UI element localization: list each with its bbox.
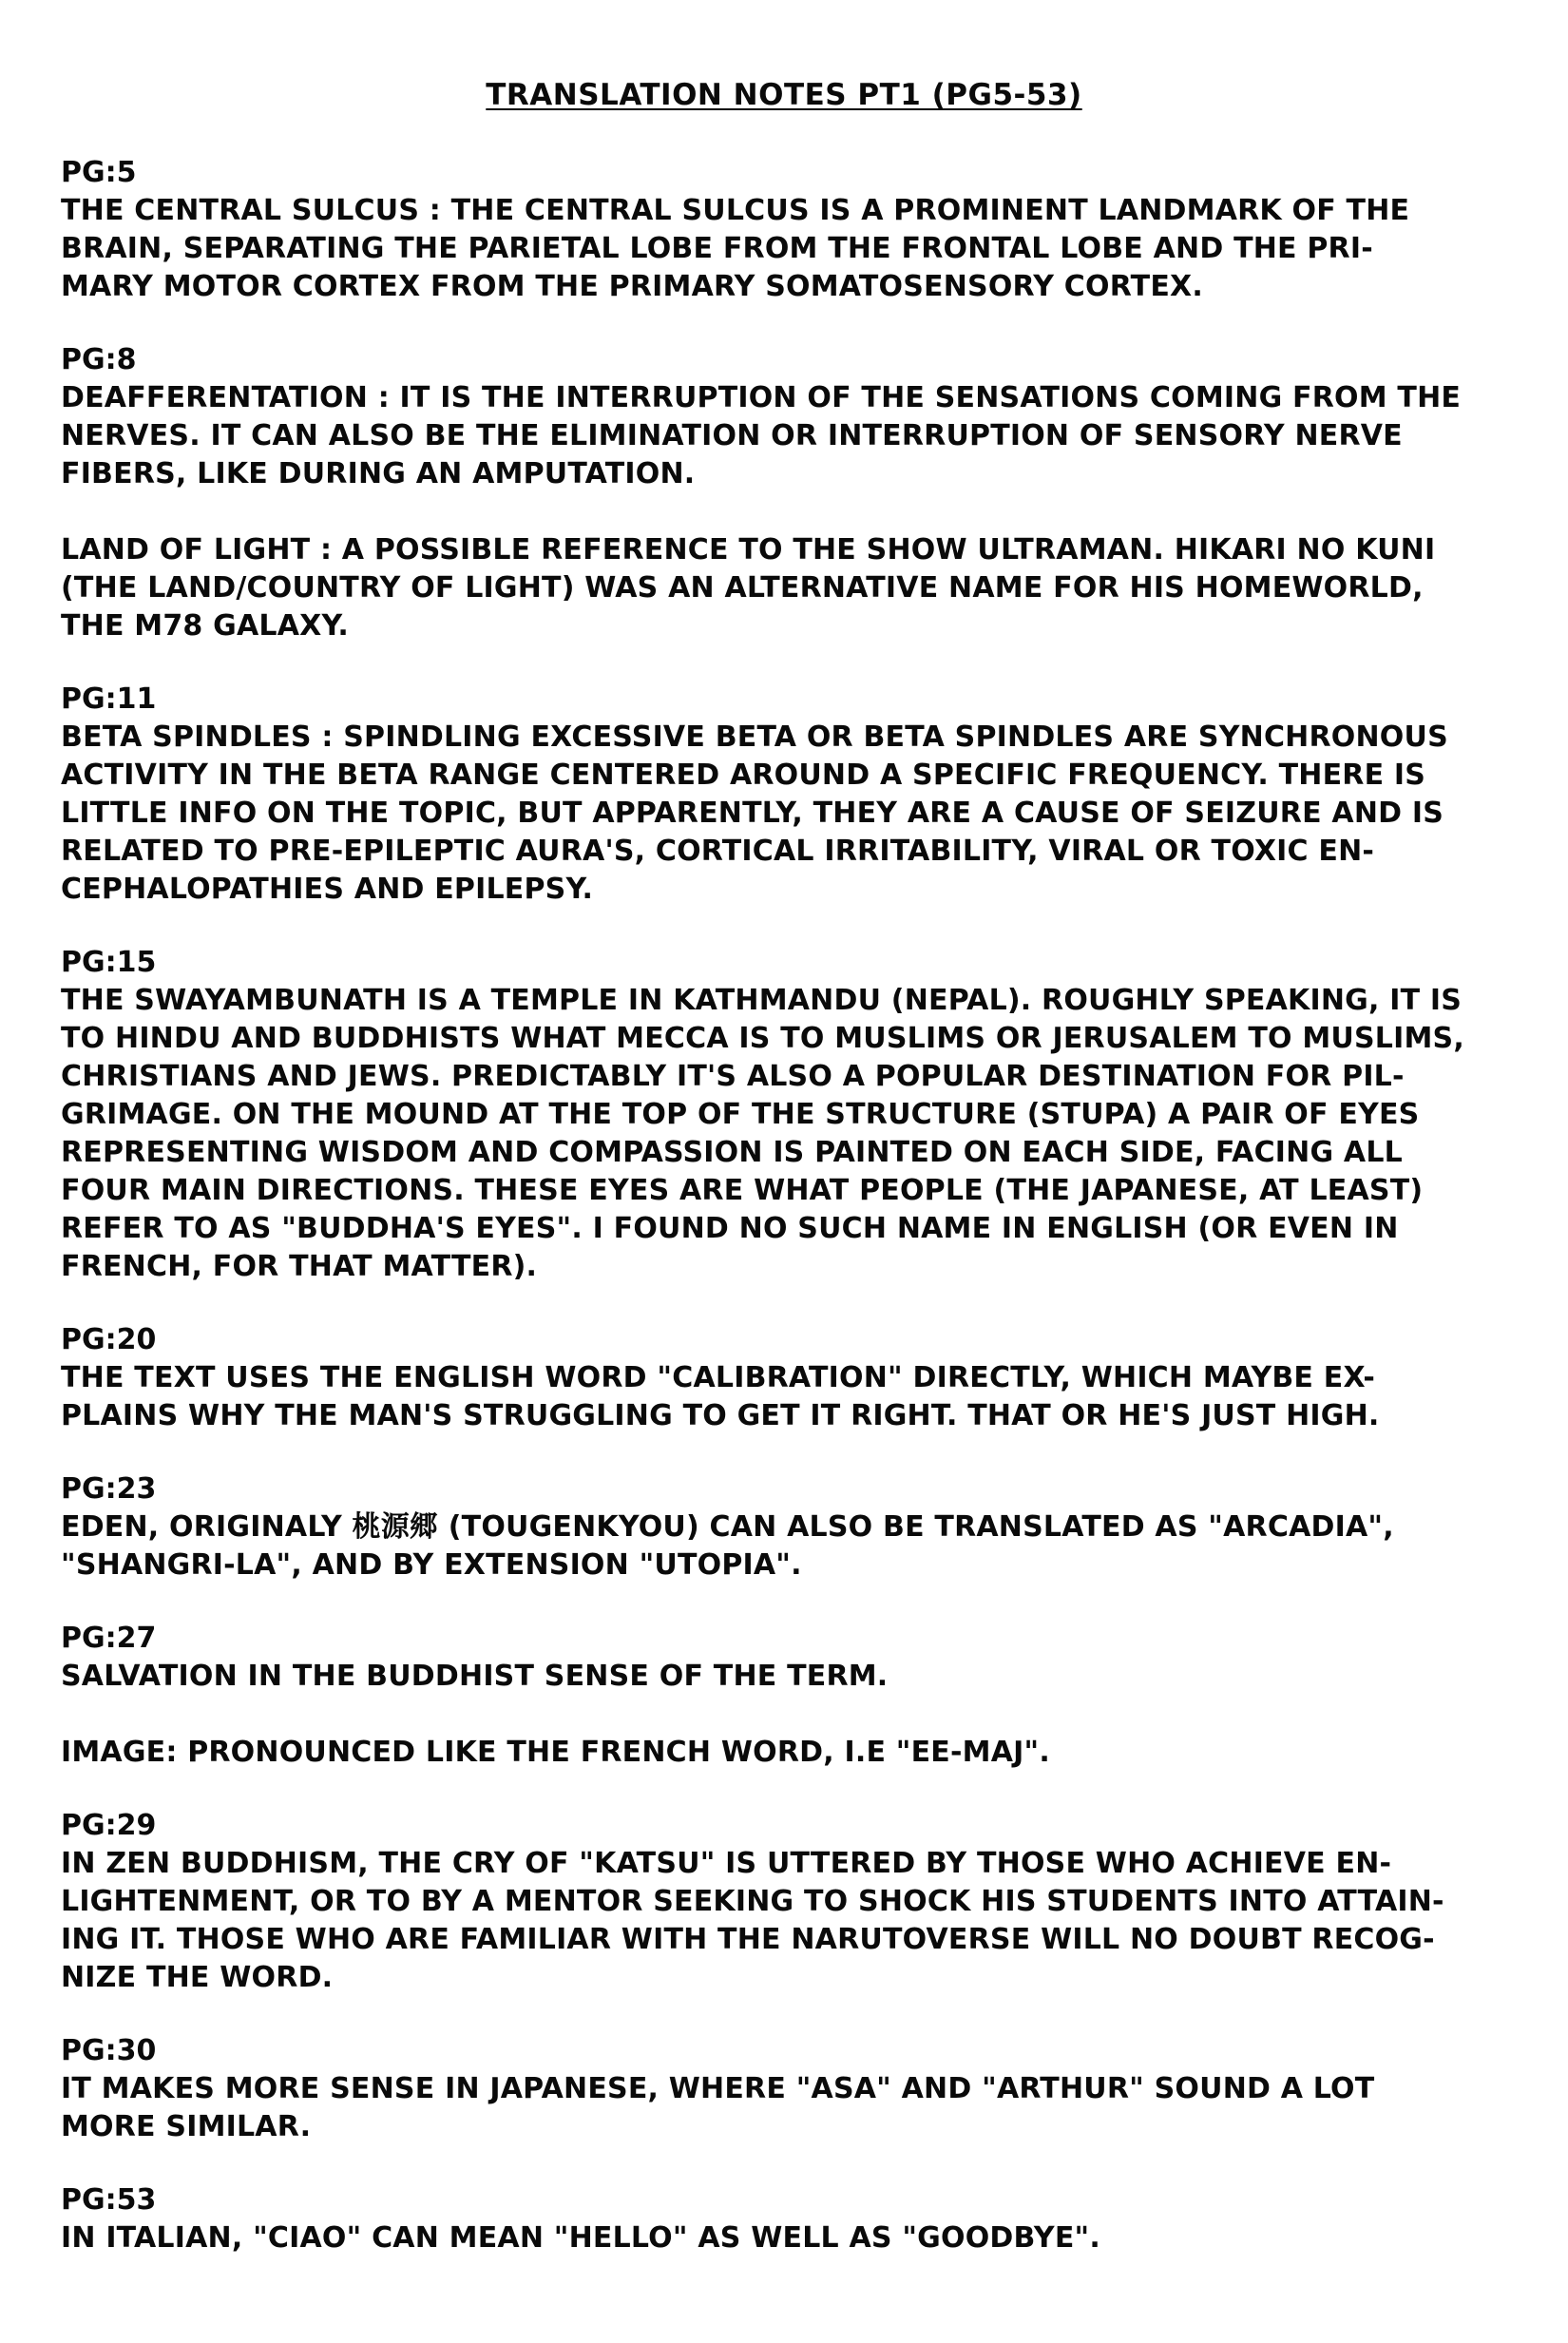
note-line: CHRISTIANS AND JEWS. PREDICTABLY IT'S ALSO A POPULAR DESTINATION FOR PIL- [61,1060,1405,1093]
note-paragraph [61,1359,1529,1435]
note-line: (THE LAND/COUNTRY OF LIGHT) WAS AN ALTERNATIVE NAME FOR HIS HOMEWORLD, [61,571,1424,605]
note-line: MORE SIMILAR. [61,2110,312,2143]
page-reference: PG:29 [61,1809,157,1842]
note-paragraph [61,719,1529,909]
note-line: ACTIVITY IN THE BETA RANGE CENTERED AROUND A SPECIFIC FREQUENCY. THERE IS [61,759,1426,792]
note-line: REPRESENTING WISDOM AND COMPASSION IS PAINTED ON EACH SIDE, FACING ALL [61,1136,1403,1169]
note-line: DEAFFERENTATION : IT IS THE INTERRUPTION OF THE SENSATIONS COMING FROM THE [61,381,1462,414]
note-line: FIBERS, LIKE DURING AN AMPUTATION. [61,457,696,490]
note-section [61,154,1529,306]
note-line: THE TEXT USES THE ENGLISH WORD "CALIBRATION" DIRECTLY, WHICH MAYBE EX- [61,1361,1375,1394]
note-line: THE CENTRAL SULCUS : THE CENTRAL SULCUS IS A PROMINENT LANDMARK OF THE [61,194,1410,227]
page-reference: PG:5 [61,156,137,189]
note-section [61,1807,1529,1997]
note-section [61,681,1529,909]
note-line: "SHANGRI-LA", AND BY EXTENSION "UTOPIA". [61,1548,802,1582]
note-line: MARY MOTOR CORTEX FROM THE PRIMARY SOMATOSENSORY CORTEX. [61,270,1203,303]
note-line: RELATED TO PRE-EPILEPTIC AURA'S, CORTICAL IRRITABILITY, VIRAL OR TOXIC EN- [61,835,1375,868]
note-line: PLAINS WHY THE MAN'S STRUGGLING TO GET IT RIGHT. THAT OR HE'S JUST HIGH. [61,1399,1380,1432]
page-reference: PG:27 [61,1622,157,1655]
page-reference: PG:15 [61,946,157,979]
note-section [61,1470,1529,1584]
note-line: LITTLE INFO ON THE TOPIC, BUT APPARENTLY, THEY ARE A CAUSE OF SEIZURE AND IS [61,797,1444,830]
note-line: SALVATION IN THE BUDDHIST SENSE OF THE TERM. [61,1660,889,1693]
note-line: BRAIN, SEPARATING THE PARIETAL LOBE FROM THE FRONTAL LOBE AND THE PRI- [61,232,1373,265]
note-line: FRENCH, FOR THAT MATTER). [61,1250,538,1283]
note-paragraph [61,379,1529,493]
page-reference: PG:23 [61,1472,157,1506]
note-section [61,2032,1529,2146]
note-line: IN ITALIAN, "CIAO" CAN MEAN "HELLO" AS WELL AS "GOODBYE". [61,2221,1100,2255]
note-paragraph [61,982,1529,1286]
notes-list [61,154,1529,2293]
note-line: IN ZEN BUDDHISM, THE CRY OF "KATSU" IS UTTERED BY THOSE WHO ACHIEVE EN- [61,1847,1392,1880]
note-paragraph [61,1734,1529,1772]
note-line: NIZE THE WORD. [61,1961,334,1994]
note-section [61,1620,1529,1772]
note-paragraph [61,2070,1529,2146]
note-line: BETA SPINDLES : SPINDLING EXCESSIVE BETA OR BETA SPINDLES ARE SYNCHRONOUS [61,720,1448,754]
note-line: ING IT. THOSE WHO ARE FAMILIAR WITH THE NARUTOVERSE WILL NO DOUBT RECOG- [61,1923,1435,1956]
note-section [61,944,1529,1286]
note-line: EDEN, ORIGINALY 桃源郷 (TOUGENKYOU) CAN ALSO BE TRANSLATED AS "ARCADIA", [61,1510,1394,1544]
note-paragraph [61,531,1529,645]
page-reference: PG:53 [61,2183,157,2217]
note-paragraph [61,1508,1529,1584]
note-paragraph [61,2219,1529,2257]
note-line: GRIMAGE. ON THE MOUND AT THE TOP OF THE STRUCTURE (STUPA) A PAIR OF EYES [61,1098,1420,1131]
note-section [61,1321,1529,1435]
note-line: LIGHTENMENT, OR TO BY A MENTOR SEEKING TO SHOCK HIS STUDENTS INTO ATTAIN- [61,1885,1444,1918]
note-line: IMAGE: PRONOUNCED LIKE THE FRENCH WORD, I.E "EE-MAJ". [61,1736,1050,1769]
note-paragraph [61,192,1529,306]
note-line: IT MAKES MORE SENSE IN JAPANESE, WHERE "ASA" AND "ARTHUR" SOUND A LOT [61,2072,1375,2105]
page-reference: PG:20 [61,1323,157,1356]
note-line: FOUR MAIN DIRECTIONS. THESE EYES ARE WHAT PEOPLE (THE JAPANESE, AT LEAST) [61,1174,1424,1207]
note-line: TO HINDU AND BUDDHISTS WHAT MECCA IS TO MUSLIMS OR JERUSALEM TO MUSLIMS, [61,1022,1464,1055]
note-line: NERVES. IT CAN ALSO BE THE ELIMINATION OR INTERRUPTION OF SENSORY NERVE [61,419,1403,452]
page-reference: PG:11 [61,682,157,716]
page-title: TRANSLATION NOTES PT1 (PG5-53) [486,78,1082,112]
page-reference: PG:30 [61,2034,157,2067]
note-line: CEPHALOPATHIES AND EPILEPSY. [61,873,594,906]
note-section [61,2181,1529,2257]
page-reference: PG:8 [61,343,137,376]
note-paragraph [61,1658,1529,1696]
note-line: THE SWAYAMBUNATH IS A TEMPLE IN KATHMANDU (NEPAL). ROUGHLY SPEAKING, IT IS [61,984,1463,1017]
note-section [61,341,1529,645]
note-line: THE M78 GALAXY. [61,609,350,643]
note-line: REFER TO AS "BUDDHA'S EYES". I FOUND NO SUCH NAME IN ENGLISH (OR EVEN IN [61,1212,1399,1245]
note-line: LAND OF LIGHT : A POSSIBLE REFERENCE TO THE SHOW ULTRAMAN. HIKARI NO KUNI [61,533,1436,567]
note-paragraph [61,1845,1529,1997]
